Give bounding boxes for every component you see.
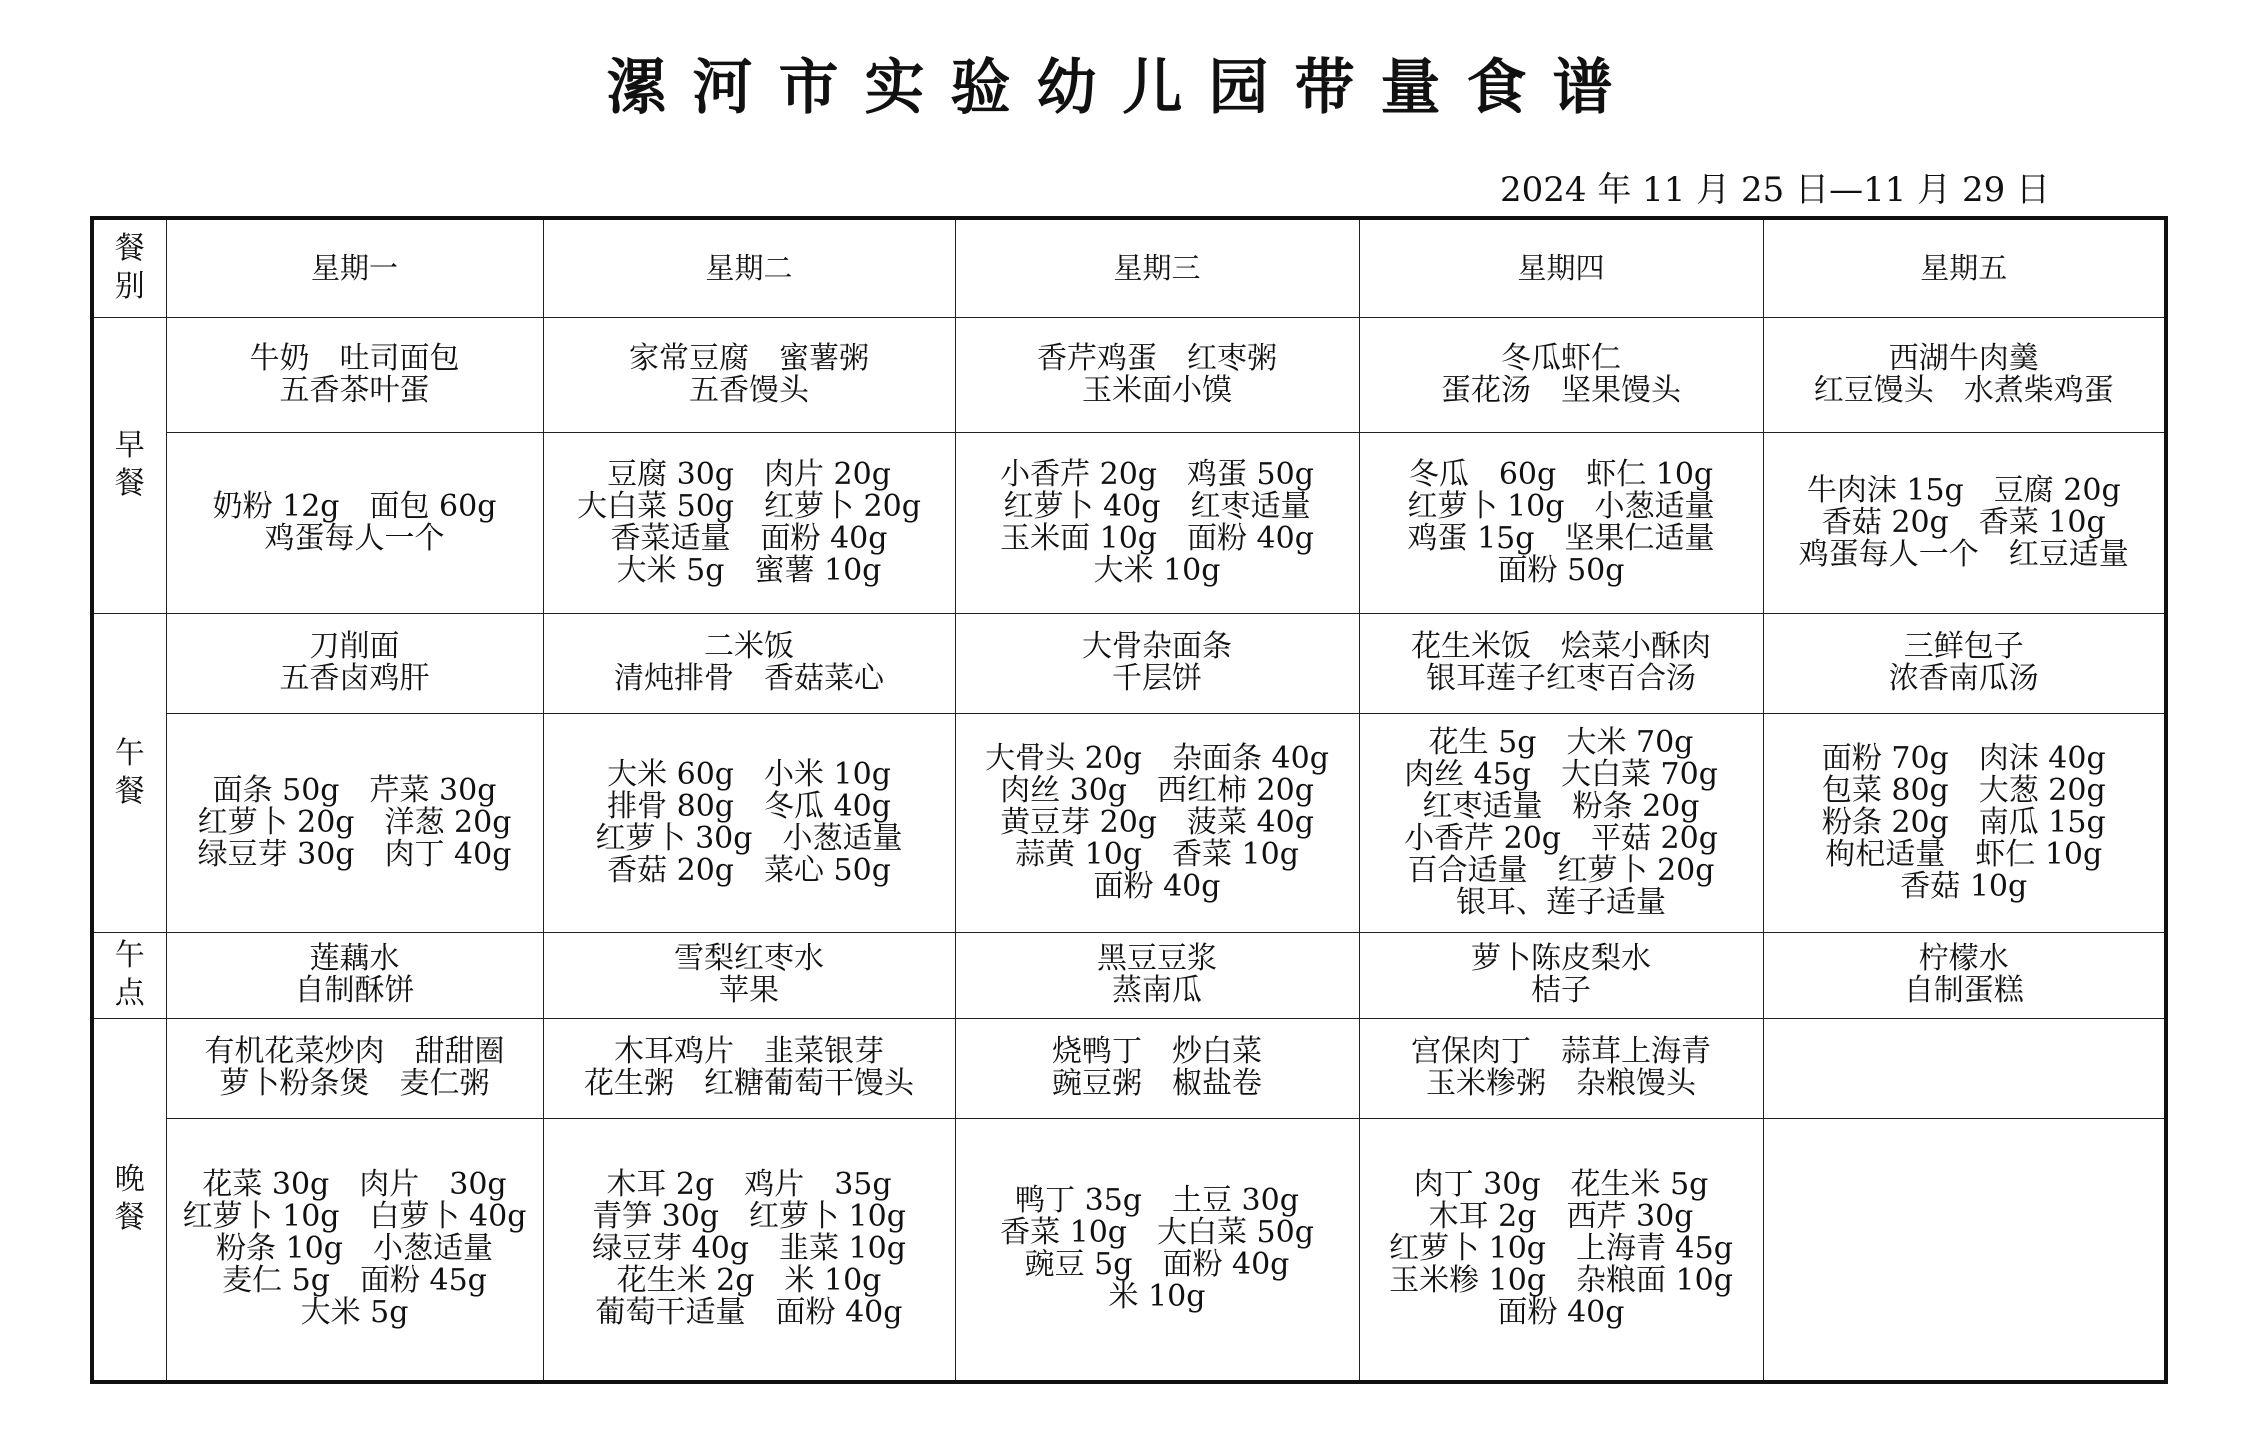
cell-line: 萝卜粉条煲 麦仁粥 xyxy=(219,1066,490,1101)
cell-line: 肉丁 30g 花生米 5g xyxy=(1413,1167,1709,1203)
dish-cell xyxy=(166,613,543,713)
cell-line: 葡萄干适量 面粉 40g xyxy=(595,1295,903,1331)
cell-line: 花菜 30g 肉片 30g xyxy=(202,1167,507,1203)
cell-line: 牛肉沫 15g 豆腐 20g xyxy=(1806,472,2121,508)
ingredient-cell xyxy=(955,432,1359,613)
cell-line: 麦仁 5g 面粉 45g xyxy=(222,1263,487,1299)
dish-cell xyxy=(955,1018,1359,1118)
cell-line: 香菇 10g xyxy=(1900,868,2028,904)
dish-cell xyxy=(166,1018,543,1118)
snack-row xyxy=(92,932,2166,1018)
cell-line: 绿豆芽 30g 肉丁 40g xyxy=(197,836,512,872)
day-header-fri: 星期五 xyxy=(1763,218,2166,317)
cell-line: 自制蛋糕 xyxy=(1903,973,2024,1008)
cell-line: 小香芹 20g 平菇 20g xyxy=(1404,820,1718,856)
dinner-dish-row xyxy=(92,1018,2166,1118)
cell-line: 面粉 40g xyxy=(1497,1295,1625,1331)
cell-line: 蒸南瓜 xyxy=(1112,973,1202,1008)
ingredient-cell xyxy=(955,713,1359,932)
cell-line: 大骨头 20g 杂面条 40g xyxy=(985,740,1329,776)
dish-cell xyxy=(955,613,1359,713)
cell-line: 大米 5g 蜜薯 10g xyxy=(616,552,882,588)
cell-line: 桔子 xyxy=(1531,973,1591,1008)
cell-line: 鸭丁 35g 土豆 30g xyxy=(1015,1183,1299,1219)
dish-cell xyxy=(955,317,1359,432)
cell-line: 五香馒头 xyxy=(689,372,809,408)
day-header-tue: 星期二 xyxy=(543,218,955,317)
cell-line: 鸡蛋 15g 坚果仁适量 xyxy=(1407,520,1715,556)
cell-line: 粉条 20g 南瓜 15g xyxy=(1821,804,2106,840)
cell-line: 面粉 40g xyxy=(1093,868,1221,904)
ingredient-cell xyxy=(1763,713,2166,932)
ingredient-cell xyxy=(543,432,955,613)
cell-line: 粉条 10g 小葱适量 xyxy=(216,1231,493,1267)
ingredient-cell xyxy=(1359,1118,1763,1382)
cell-line: 奶粉 12g 面包 60g xyxy=(212,488,497,524)
cell-line: 红豆馒头 水煮柴鸡蛋 xyxy=(1813,372,2114,408)
cell-line: 千层饼 xyxy=(1112,661,1202,696)
cell-line: 香菜 10g 大白菜 50g xyxy=(1000,1215,1314,1251)
cell-line: 大米 5g xyxy=(300,1295,409,1331)
cell-line: 绿豆芽 40g 韭菜 10g xyxy=(592,1231,906,1267)
cell-line: 香芹鸡蛋 红枣粥 xyxy=(1037,340,1277,376)
meal-label-lunch: 午餐 xyxy=(92,613,166,932)
cell-line: 大白菜 50g 红萝卜 20g xyxy=(577,488,921,524)
cell-line: 红萝卜 40g 红枣适量 xyxy=(1003,488,1311,524)
lunch-ingredient-row xyxy=(92,713,2166,932)
dish-cell xyxy=(1359,613,1763,713)
ingredient-cell xyxy=(166,713,543,932)
cell-line: 香菜适量 面粉 40g xyxy=(610,520,888,556)
cell-line: 有机花菜炒肉 甜甜圈 xyxy=(204,1034,505,1069)
cell-line: 苹果 xyxy=(719,973,779,1008)
cell-line: 冬瓜 60g 虾仁 10g xyxy=(1408,456,1714,492)
cell-line: 红萝卜 20g 洋葱 20g xyxy=(197,804,512,840)
cell-line: 花生米 2g 米 10g xyxy=(616,1263,882,1299)
cell-line: 百合适量 红萝卜 20g xyxy=(1407,852,1715,888)
ingredient-cell xyxy=(1763,432,2166,613)
page-title: 漯河市实验幼儿园带量食谱 xyxy=(606,53,1639,123)
ingredient-cell xyxy=(1359,713,1763,932)
day-header-wed: 星期三 xyxy=(955,218,1359,317)
cell-line: 宫保肉丁 蒜茸上海青 xyxy=(1411,1034,1711,1069)
cell-line: 黑豆豆浆 xyxy=(1097,941,1217,976)
meal-column-header: 餐别 xyxy=(92,218,166,317)
cell-line: 豌豆粥 椒盐卷 xyxy=(1052,1066,1262,1101)
dish-cell xyxy=(1763,613,2166,713)
cell-line: 红枣适量 粉条 20g xyxy=(1422,788,1700,824)
cell-line: 花生米饭 烩菜小酥肉 xyxy=(1411,629,1711,664)
cell-line: 木耳鸡片 韭菜银芽 xyxy=(614,1034,884,1069)
cell-line: 花生 5g 大米 70g xyxy=(1428,724,1694,760)
cell-line: 黄豆芽 20g 菠菜 40g xyxy=(1000,804,1314,840)
cell-line: 包菜 80g 大葱 20g xyxy=(1821,772,2106,808)
cell-line: 红萝卜 10g 上海青 45g xyxy=(1389,1231,1733,1267)
cell-line: 红萝卜 10g 小葱适量 xyxy=(1407,488,1715,524)
cell-line: 牛奶 吐司面包 xyxy=(249,340,460,376)
cell-line: 香菇 20g 香菜 10g xyxy=(1821,504,2106,540)
cell-line: 蛋花汤 坚果馒头 xyxy=(1441,372,1681,408)
cell-line: 豆腐 30g 肉片 20g xyxy=(607,456,891,492)
cell-line: 小香芹 20g 鸡蛋 50g xyxy=(1000,456,1314,492)
day-header-mon: 星期一 xyxy=(166,218,543,317)
cell-line: 面条 50g 芹菜 30g xyxy=(212,772,497,808)
dish-cell xyxy=(1763,1018,2166,1118)
dish-cell xyxy=(166,317,543,432)
cell-line: 鸡蛋每人一个 红豆适量 xyxy=(1798,536,2129,572)
cell-line: 玉米面 10g 面粉 40g xyxy=(1000,520,1314,556)
dish-cell xyxy=(1359,932,1763,1018)
breakfast-dish-row xyxy=(92,317,2166,432)
cell-line: 枸杞适量 虾仁 10g xyxy=(1825,836,2103,872)
cell-line: 浓香南瓜汤 xyxy=(1888,661,2039,696)
dish-cell xyxy=(543,1018,955,1118)
cell-line: 排骨 80g 冬瓜 40g xyxy=(607,788,891,824)
day-header-thu: 星期四 xyxy=(1359,218,1763,317)
cell-line: 玉米糁粥 杂粮馒头 xyxy=(1426,1066,1696,1101)
cell-line: 面粉 50g xyxy=(1497,552,1625,588)
ingredient-cell xyxy=(543,713,955,932)
dish-cell xyxy=(1359,317,1763,432)
cell-line: 玉米面小馍 xyxy=(1082,372,1232,408)
cell-line: 豌豆 5g 面粉 40g xyxy=(1024,1247,1290,1283)
cell-line: 家常豆腐 蜜薯粥 xyxy=(629,340,869,376)
cell-line: 香菇 20g 菜心 50g xyxy=(607,852,891,888)
cell-line: 五香卤鸡肝 xyxy=(279,661,430,696)
dish-cell xyxy=(1763,317,2166,432)
dish-cell xyxy=(543,317,955,432)
meal-label-snack: 午点 xyxy=(92,932,166,1018)
ingredient-cell xyxy=(166,432,543,613)
cell-line: 萝卜陈皮梨水 xyxy=(1471,941,1651,976)
dish-cell xyxy=(543,932,955,1018)
lunch-dish-row xyxy=(92,613,2166,713)
cell-line: 红萝卜 30g 小葱适量 xyxy=(595,820,903,856)
cell-line: 花生粥 红糖葡萄干馒头 xyxy=(584,1066,914,1101)
cell-line: 冬瓜虾仁 xyxy=(1501,340,1621,376)
cell-line: 肉丝 45g 大白菜 70g xyxy=(1404,756,1718,792)
cell-line: 西湖牛肉羹 xyxy=(1888,340,2039,376)
date-range: 2024 年 11 月 25 日—11 月 29 日 xyxy=(1500,170,2051,210)
menu-table xyxy=(90,216,2168,1384)
cell-line: 鸡蛋每人一个 xyxy=(264,520,445,556)
cell-line: 三鲜包子 xyxy=(1903,629,2024,664)
cell-line: 红萝卜 10g 白萝卜 40g xyxy=(182,1199,527,1235)
dish-cell xyxy=(166,932,543,1018)
cell-line: 二米饭 xyxy=(704,629,794,664)
cell-line: 木耳 2g 西芹 30g xyxy=(1428,1199,1694,1235)
ingredient-cell xyxy=(543,1118,955,1382)
dish-cell xyxy=(543,613,955,713)
cell-line: 米 10g xyxy=(1108,1279,1206,1315)
cell-line: 大米 10g xyxy=(1093,552,1221,588)
dish-cell xyxy=(1359,1018,1763,1118)
dish-cell xyxy=(1763,932,2166,1018)
cell-line: 烧鸭丁 炒白菜 xyxy=(1052,1034,1262,1069)
breakfast-ingredient-row xyxy=(92,432,2166,613)
meal-label-breakfast: 早餐 xyxy=(92,317,166,613)
ingredient-cell xyxy=(166,1118,543,1382)
cell-line: 蒜黄 10g 香菜 10g xyxy=(1015,836,1299,872)
dinner-ingredient-row xyxy=(92,1118,2166,1382)
cell-line: 大骨杂面条 xyxy=(1082,629,1232,664)
header-row xyxy=(92,218,2166,317)
cell-line: 银耳、莲子适量 xyxy=(1456,884,1666,920)
cell-line: 大米 60g 小米 10g xyxy=(607,756,891,792)
cell-line: 青笋 30g 红萝卜 10g xyxy=(592,1199,906,1235)
cell-line: 木耳 2g 鸡片 35g xyxy=(606,1167,892,1203)
cell-line: 清炖排骨 香菇菜心 xyxy=(614,661,884,696)
ingredient-cell xyxy=(1359,432,1763,613)
cell-line: 面粉 70g 肉沫 40g xyxy=(1821,740,2106,776)
meal-label-dinner: 晚餐 xyxy=(92,1018,166,1382)
cell-line: 玉米糁 10g 杂粮面 10g xyxy=(1389,1263,1733,1299)
cell-line: 银耳莲子红枣百合汤 xyxy=(1426,661,1696,696)
ingredient-cell xyxy=(955,1118,1359,1382)
ingredient-cell xyxy=(1763,1118,2166,1382)
cell-line: 自制酥饼 xyxy=(294,973,415,1008)
cell-line: 雪梨红枣水 xyxy=(674,941,824,976)
cell-line: 柠檬水 xyxy=(1918,941,2009,976)
cell-line: 五香茶叶蛋 xyxy=(279,372,430,408)
cell-line: 肉丝 30g 西红柿 20g xyxy=(1000,772,1314,808)
dish-cell xyxy=(955,932,1359,1018)
cell-line: 莲藕水 xyxy=(309,941,400,976)
cell-line: 刀削面 xyxy=(309,629,400,664)
